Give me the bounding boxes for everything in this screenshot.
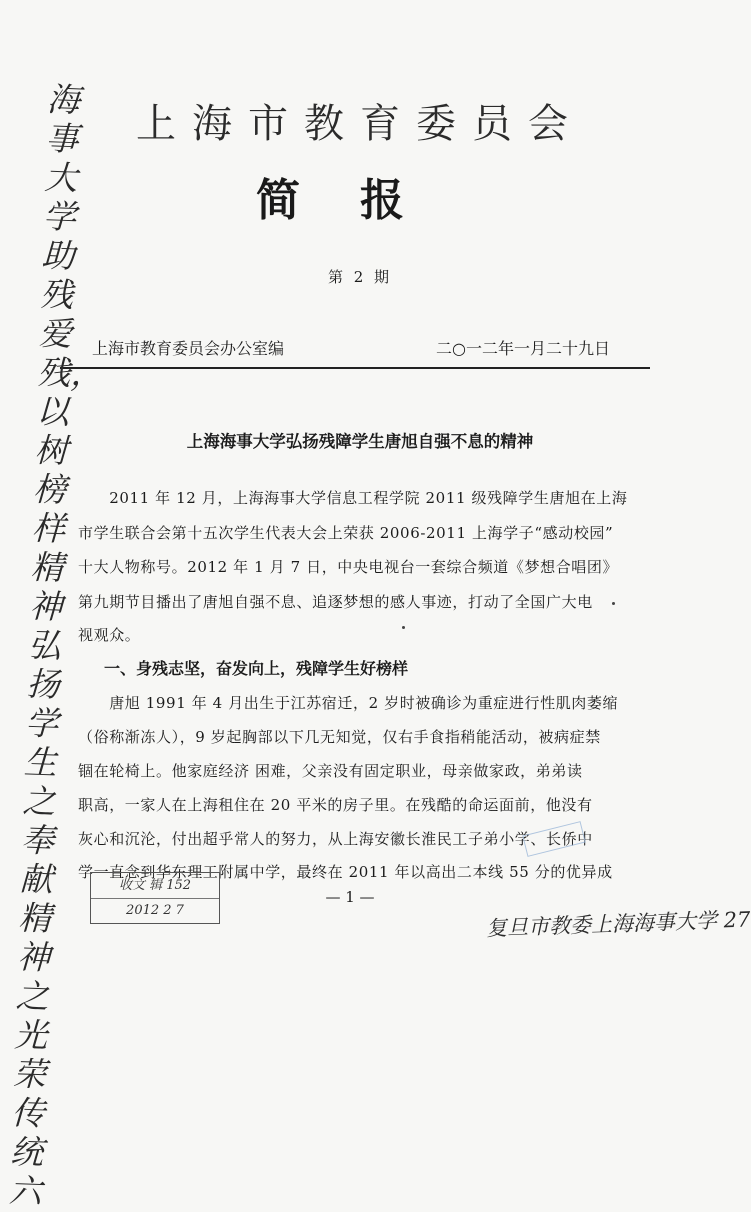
section-heading: 一、身残志坚，奋发向上，残障学生好榜样 [104, 659, 409, 678]
issue-date: 二○一二年一月二十九日 [436, 339, 610, 358]
body-paragraph-line: 2011 年 12 月，上海海事大学信息工程学院 2011 级残障学生唐旭在上海 [78, 489, 628, 507]
header-divider [60, 367, 650, 369]
editor-line: 上海市教育委员会办公室编 [92, 339, 285, 358]
receipt-stamp [90, 872, 220, 924]
faint-stamp-mark [522, 821, 586, 857]
scan-speck [402, 626, 405, 629]
article-title: 上海海事大学弘扬残障学生唐旭自强不息的精神 [186, 432, 534, 451]
section-paragraph-line: 灰心和沉沦，付出超乎常人的努力，从上海安徽长淮民工子弟小学、长侨中 [78, 830, 593, 848]
section-paragraph-line: 职高，一家人在上海租住在 20 平米的房子里。在残酷的命运面前，他没有 [78, 796, 593, 814]
issue-number: 第 2 期 [327, 268, 393, 286]
body-paragraph-line: 第九期节目播出了唐旭自强不息、追逐梦想的感人事迹，打动了全国广大电 [78, 593, 593, 611]
body-paragraph-line: 市学生联合会第十五次学生代表大会上荣获 2006-2011 上海学子“感动校园” [78, 524, 614, 542]
handwritten-margin-note: 海事大学助残爱残，以树榜样精神弘扬学生之奉献精神之光荣传统六 [8, 79, 105, 1212]
page-number: — 1 — [325, 888, 375, 906]
org-title: 上海市教育委员会 [136, 101, 584, 147]
section-paragraph-line: 锢在轮椅上。他家庭经济 困难，父亲没有固定职业，母亲做家政，弟弟读 [78, 762, 583, 780]
body-paragraph-line: 视观众。 [78, 626, 141, 644]
scan-speck [612, 602, 615, 605]
section-paragraph-line: （俗称渐冻人），9 岁起胸部以下几无知觉，仅右手食指稍能活动，被病症禁 [78, 728, 601, 746]
stamp-row-number: 收文 辑 152 [91, 873, 219, 899]
section-paragraph-line: 唐旭 1991 年 4 月出生于江苏宿迁，2 岁时被确诊为重症进行性肌肉萎缩 [78, 694, 619, 712]
section-paragraph-line: 学一直念到华东理工附属中学，最终在 2011 年以高出二本线 55 分的优异成 [78, 863, 613, 881]
handwritten-footer-note: 复旦市教委上海海事大学 27 [485, 907, 751, 941]
stamp-row-date: 2012 2 7 [126, 903, 184, 918]
bulletin-title: 简报 [256, 175, 464, 226]
body-paragraph-line: 十大人物称号。2012 年 1 月 7 日，中央电视台一套综合频道《梦想合唱团》 [78, 558, 619, 576]
